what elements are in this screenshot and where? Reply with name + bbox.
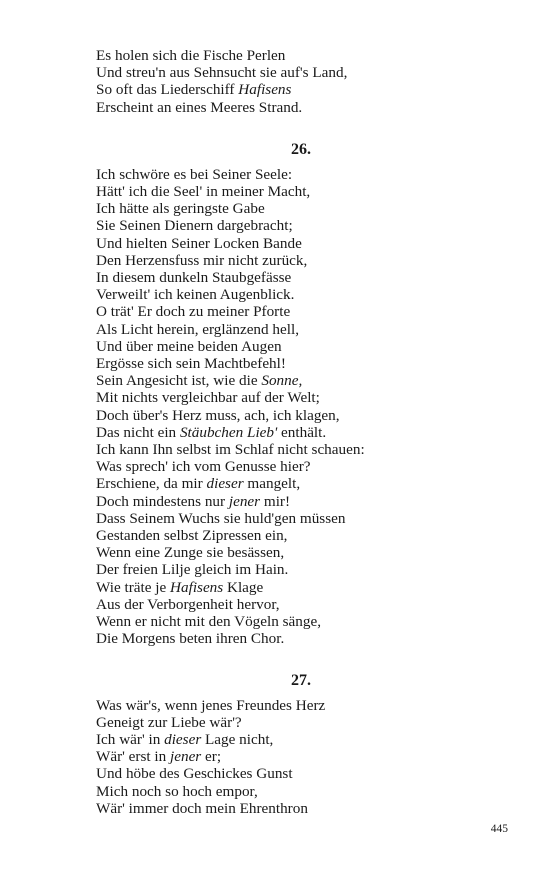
line-text: Sein Angesicht ist, wie die <box>96 372 262 390</box>
poem-line <box>96 338 506 355</box>
poem-line <box>96 697 506 714</box>
line-text: Aus der Verborgenheit hervor, <box>96 595 280 613</box>
line-text: Sie Seinen Dienern dargebracht; <box>96 217 293 235</box>
line-text: Als Licht herein, erglänzend hell, <box>96 320 299 338</box>
line-text: Und streu'n aus Sehnsucht sie auf's Land, <box>96 64 348 82</box>
poem-line <box>96 372 506 389</box>
line-text: Der freien Lilje gleich im Hain. <box>96 561 289 579</box>
line-text: Doch über's Herz muss, ach, ich klagen, <box>96 406 340 424</box>
poem-line <box>96 800 506 817</box>
poem-line <box>96 407 506 424</box>
poem-line <box>96 424 506 441</box>
poem-27-stanza <box>96 697 506 817</box>
italic-text: jener <box>228 492 261 510</box>
line-text: Geneigt zur Liebe wär'? <box>96 713 242 731</box>
line-text: Doch mindestens nur <box>96 492 229 510</box>
line-text: Wär' erst in <box>96 748 171 766</box>
poem-line <box>96 783 506 800</box>
poem-line <box>96 321 506 338</box>
poem-line <box>96 64 506 81</box>
line-text: Und höbe des Geschickes Gunst <box>96 765 293 783</box>
line-text: Und hielten Seiner Locken Bande <box>96 234 302 252</box>
poem-line <box>96 355 506 372</box>
line-text: Die Morgens beten ihren Chor. <box>96 630 285 648</box>
poem-line <box>96 748 506 765</box>
poem-line <box>96 99 506 116</box>
line-text: Wenn er nicht mit den Vögeln sänge, <box>96 613 321 631</box>
poem-line <box>96 389 506 406</box>
poem-line <box>96 731 506 748</box>
line-text: Ich schwöre es bei Seiner Seele: <box>96 165 293 183</box>
italic-text: dieser <box>164 730 202 748</box>
line-text: Dass Seinem Wuchs sie huld'gen müssen <box>96 509 346 527</box>
poem-line <box>96 714 506 731</box>
poem-line <box>96 596 506 613</box>
line-text: So oft das Liederschiff <box>96 81 239 99</box>
poem-line <box>96 269 506 286</box>
poem-26-heading: 26. <box>291 140 311 158</box>
italic-text: Stäubchen Lieb' <box>179 423 278 441</box>
line-text: Den Herzensfuss mir nicht zurück, <box>96 251 308 269</box>
line-text: Klage <box>223 578 264 596</box>
line-text: Gestanden selbst Zipressen ein, <box>96 527 288 545</box>
poem-line <box>96 561 506 578</box>
line-text: Wär' immer doch mein Ehrenthron <box>96 799 308 817</box>
line-text: enthält. <box>277 423 327 441</box>
page-body <box>96 47 506 817</box>
italic-text: Hafisens <box>238 81 292 99</box>
line-text: Ich hätte als geringste Gabe <box>96 200 265 218</box>
line-text: Was sprech' ich vom Genusse hier? <box>96 458 311 476</box>
line-text: Verweilt' ich keinen Augenblick. <box>96 286 295 304</box>
poem-line <box>96 286 506 303</box>
poem-line <box>96 303 506 320</box>
poem-line <box>96 217 506 234</box>
line-text: Mich noch so hoch empor, <box>96 782 258 800</box>
line-text: Lage nicht, <box>201 730 274 748</box>
page-number: 445 <box>490 823 508 835</box>
poem-line <box>96 510 506 527</box>
poem-line <box>96 458 506 475</box>
poem-line <box>96 493 506 510</box>
line-text: Wenn eine Zunge sie besässen, <box>96 544 285 562</box>
poem-line <box>96 765 506 782</box>
poem-line <box>96 81 506 98</box>
line-text: mangelt, <box>243 475 301 493</box>
poem-intro-stanza <box>96 47 506 116</box>
line-text: Was wär's, wenn jenes Freundes Herz <box>96 696 326 714</box>
line-text: Hätt' ich die Seel' in meiner Macht, <box>96 183 311 201</box>
line-text: Und über meine beiden Augen <box>96 337 282 355</box>
italic-text: jener <box>170 748 202 766</box>
line-text: In diesem dunkeln Staubgefässe <box>96 269 292 287</box>
poem-line <box>96 613 506 630</box>
line-text: Mit nichts vergleichbar auf der Welt; <box>96 389 320 407</box>
poem-line <box>96 252 506 269</box>
line-text: Ich wär' in <box>96 730 165 748</box>
poem-line <box>96 544 506 561</box>
line-text: er; <box>201 748 222 766</box>
poem-line <box>96 235 506 252</box>
line-text: Ich kann Ihn selbst im Schlaf nicht schauen: <box>96 441 365 459</box>
poem-27-heading: 27. <box>291 671 311 689</box>
line-text: Ergösse sich sein Machtbefehl! <box>96 355 286 373</box>
line-text: Es holen sich die Fische Perlen <box>96 47 286 64</box>
poem-26-stanza <box>96 166 506 648</box>
line-text: Wie träte je <box>96 578 171 596</box>
poem-line <box>96 441 506 458</box>
line-text: Das nicht ein <box>96 423 180 441</box>
italic-text: Sonne, <box>261 372 303 390</box>
poem-line <box>96 166 506 183</box>
poem-line <box>96 47 506 64</box>
italic-text: dieser <box>206 475 244 493</box>
poem-line <box>96 527 506 544</box>
line-text: O trät' Er doch zu meiner Pforte <box>96 303 291 321</box>
poem-line <box>96 475 506 492</box>
line-text: Erschiene, da mir <box>96 475 207 493</box>
poem-line <box>96 200 506 217</box>
poem-line <box>96 630 506 647</box>
poem-line <box>96 183 506 200</box>
line-text: mir! <box>260 492 291 510</box>
line-text: Erscheint an eines Meeres Strand. <box>96 98 303 116</box>
poem-line <box>96 579 506 596</box>
italic-text: Hafisens <box>170 578 224 596</box>
